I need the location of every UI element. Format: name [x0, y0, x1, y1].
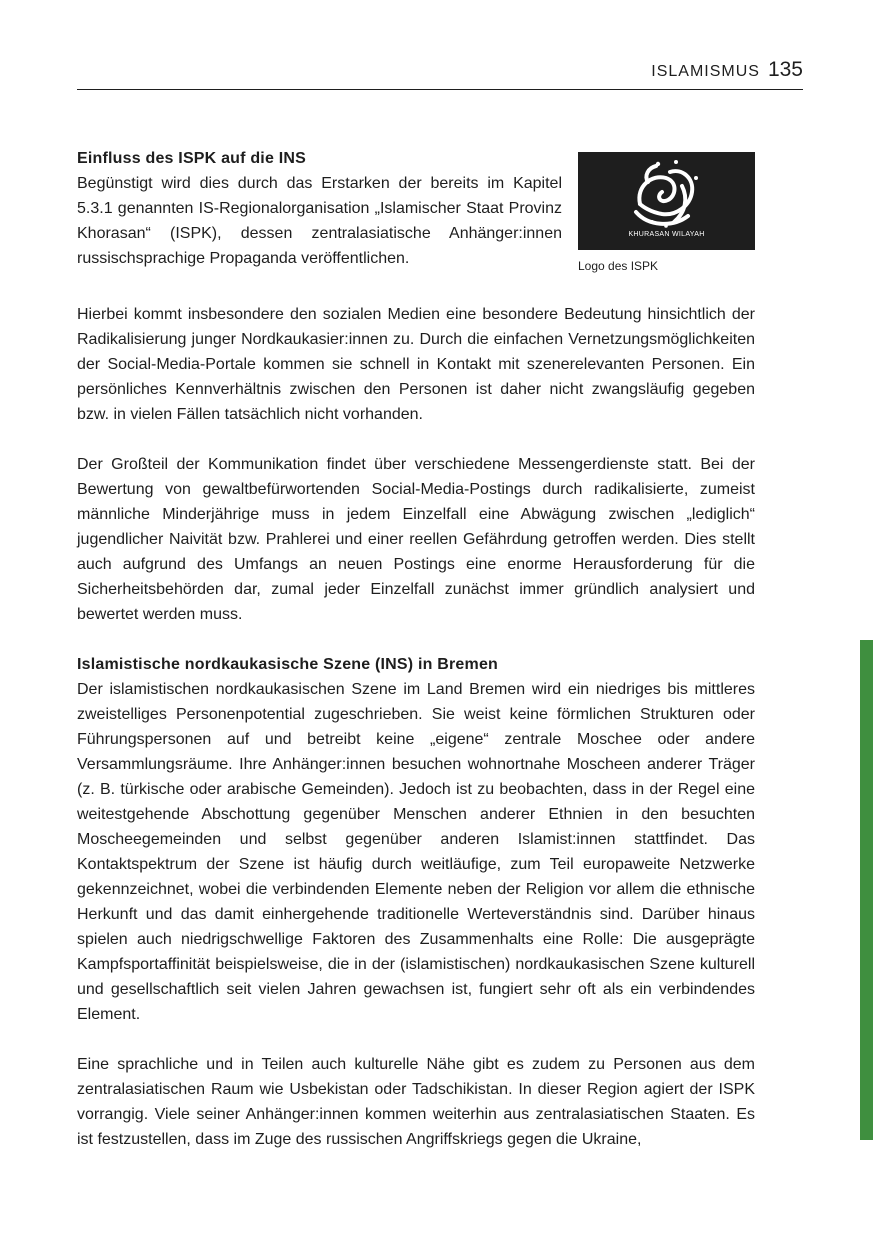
- ispk-logo-image: [578, 152, 755, 250]
- communication-paragraph: Der Großteil der Kommunikation findet über verschiedene Messengerdienste statt. Bei der Bewertung von gewaltbefürwortenden Social-Media-Postings durch radikalisierte, zumeist männliche Minderjährige muss in jedem Einzelfall eine Abwägung zwischen „lediglich“ jugendlicher Naivität bzw. Prahlerei und einer reellen Gefährdung getroffen werden. Dies stellt auch aufgrund des Umfangs an neuen Postings eine enorme Herausforderung für die Sicherheitsbehörden dar, zumal jeder Einzelfall zunächst immer gründlich analysiert und bewertet werden muss.: [77, 456, 755, 623]
- chapter-side-tab: [860, 640, 873, 1140]
- influence-section: [77, 146, 755, 277]
- bremen-heading: Islamistische nordkaukasische Szene (INS) in Bremen: [77, 656, 499, 673]
- logo-figure: [578, 152, 755, 275]
- running-head-section: ISLAMISMUS: [651, 63, 760, 80]
- influence-heading: Einfluss des ISPK auf die INS: [77, 150, 306, 167]
- influence-paragraph: Begünstigt wird dies durch das Erstarken der bereits im Kapitel 5.3.1 genannten IS-Regionalorganisation „Islamischer Staat Provinz Khorasan“ (ISPK), dessen zentralasiatische Anhänger:innen russischsprachige Propaganda veröffentlichen.: [77, 175, 562, 267]
- central-asia-paragraph: Eine sprachliche und in Teilen auch kulturelle Nähe gibt es zudem zu Personen aus dem zentralasiatischen Raum wie Usbekistan oder Tadschikistan. In dieser Region agiert der ISPK vorrangig. Viele seiner Anhänger:innen kommen weiterhin aus zentralasiatischen Staaten. Es ist festzustellen, dass im Zuge des russischen Angriffskriegs gegen die Ukraine,: [77, 1056, 755, 1148]
- bremen-paragraph: Der islamistischen nordkaukasischen Szene im Land Bremen wird ein niedriges bis mittleres zweistelliges Personenpotential zugeschrieben. Sie weist keine förmlichen Strukturen oder Führungspersonen auf und betreibt keine „eigene“ zentrale Moschee oder andere Versammlungsräume. Ihre Anhänger:innen besuchen wohnortnahe Moscheen anderer Träger (z. B. türkische oder arabische Gemeinden). Jedoch ist zu beobachten, dass in der Regel eine weitestgehende Abschottung gegenüber Menschen anderer Ethnien in den besuchten Moscheegemeinden und selbst gegenüber anderen Islamist:innen stattfindet. Das Kontaktspektrum der Szene ist häufig durch weitläufige, zum Teil europaweite Netzwerke gekennzeichnet, wobei die verbindenden Elemente neben der Religion vor allem die ethnische Herkunft und das damit einhergehende traditionelle Werteverständnis sind. Darüber hinaus spielen auch niedrigschwellige Faktoren des Zusammenhalts eine Rolle: Die ausgeprägte Kampfsportaffinität beispielsweise, die in der (islamistischen) nordkaukasischen Szene kulturell und gesellschaftlich seit vielen Jahren gewachsen ist, fungiert sehr oft als ein verbindendes Element.: [77, 681, 755, 1023]
- header-rule: [77, 89, 803, 90]
- page-body: [77, 146, 755, 1152]
- social-media-paragraph: Hierbei kommt insbesondere den sozialen Medien eine besondere Bedeutung hinsichtlich der Radikalisierung junger Nordkaukasier:innen zu. Durch die einfachen Vernetzungsmöglichkeiten der Social-Media-Portale kommen sie schnell in Kontakt mit szenerelevanten Personen. Ein persönliches Kennverhältnis zwischen den Personen ist daher nicht zwangsläufig gegeben bzw. in vielen Fällen tatsächlich nicht vorhanden.: [77, 306, 755, 423]
- logo-wordmark: KHURASAN WILAYAH: [628, 231, 705, 238]
- running-head: [651, 58, 803, 82]
- page-number: 135: [767, 58, 803, 81]
- figure-caption: Logo des ISPK: [578, 259, 659, 273]
